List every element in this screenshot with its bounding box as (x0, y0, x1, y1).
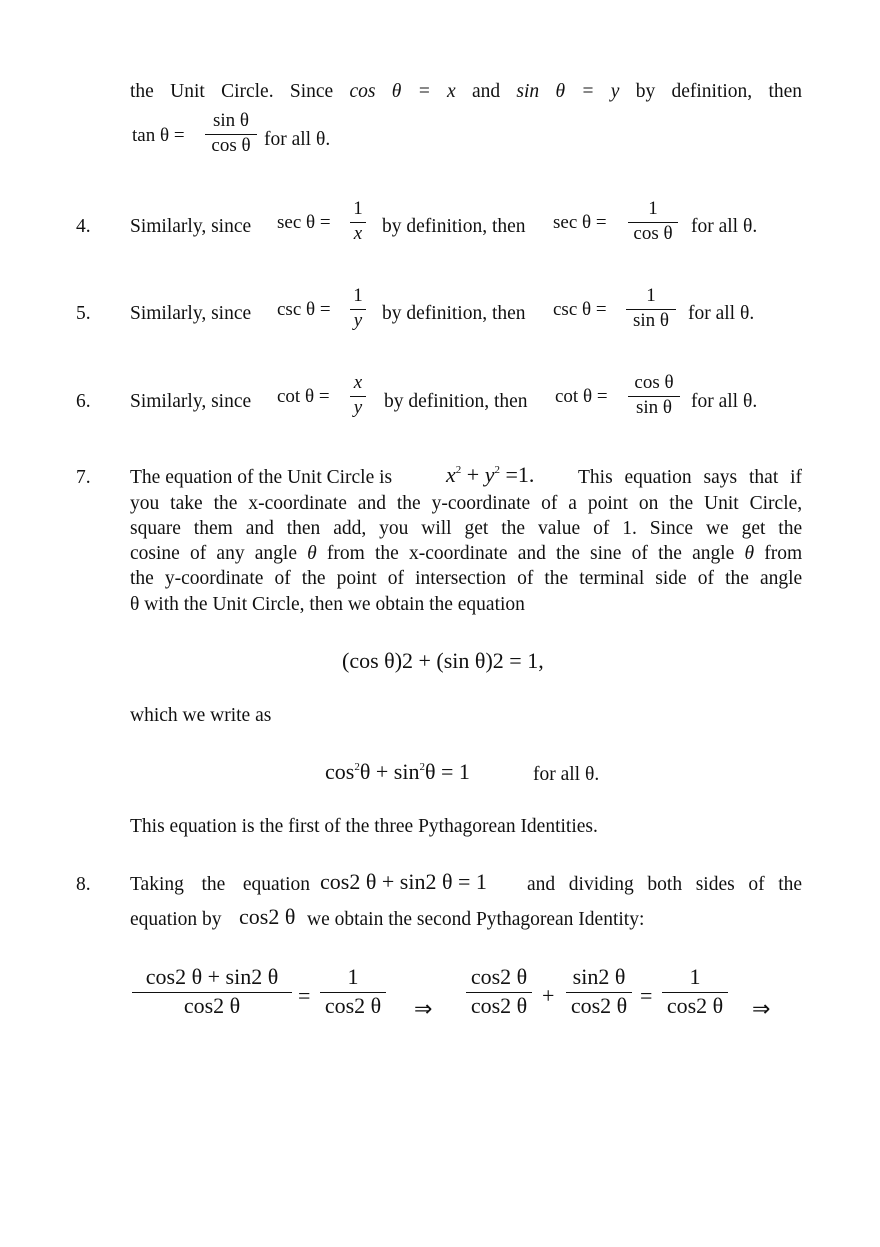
item-8-line-1-start: Taking the equation (130, 874, 311, 895)
item-8-inline-equation: cos2 θ + sin2 θ = 1 (320, 869, 487, 894)
fraction-4: sin2 θ cos2 θ (566, 964, 632, 1019)
equals-1: = (298, 983, 311, 1008)
item-5-number: 5. (76, 303, 91, 324)
first-pythagorean-identity: $\cos^2\theta + \sin^2\theta = 1$ (325, 759, 470, 784)
item-8-number: 8. (76, 874, 91, 895)
item-5-tail: for all θ. (688, 303, 755, 324)
item-7-line-1-end: This equation says that if (578, 467, 803, 488)
item-7-line-3: square them and then add, you will get the value of 1. Since we get the (130, 518, 803, 539)
pythagorean-display-equation: (cos θ)2 + (sin θ)2 = 1, (342, 648, 544, 673)
tan-lhs: tan θ = (132, 125, 185, 146)
item-7-closing: This equation is the first of the three Pythagorean Identities. (130, 816, 598, 837)
item-7-line-1-start: The equation of the Unit Circle is (130, 467, 393, 488)
fraction-3: cos2 θ cos2 θ (466, 964, 532, 1019)
item-5-lhs: csc θ = (277, 299, 331, 320)
item-4-lead: Similarly, since (130, 216, 252, 237)
item-6-lead: Similarly, since (130, 391, 252, 412)
sin-def: sin θ = y (516, 81, 620, 102)
item-6-fraction-2: cos θ sin θ (628, 372, 680, 419)
item-6-mid: by definition, then (384, 391, 528, 412)
item-8-line-2-equation: cos2 θ (239, 904, 296, 929)
item-6-tail: for all θ. (691, 391, 758, 412)
implies-2: ⇒ (752, 996, 771, 1021)
fraction-1: cos2 θ + sin2 θ cos2 θ (132, 964, 292, 1019)
item-4-number: 4. (76, 216, 91, 237)
fraction-5: 1 cos2 θ (662, 964, 728, 1019)
item-4-lhs: sec θ = (277, 212, 331, 233)
item-7-line-4: cosine of any angle θ from the x-coordinate and the sine of the angle θ from (130, 543, 803, 564)
item-5-fraction: 1 y (350, 285, 366, 332)
item-5-lhs2: csc θ = (553, 299, 607, 320)
which-we-write: which we write as (130, 705, 272, 726)
tan-fraction: sin θ cos θ (205, 110, 257, 157)
item-4-fraction: 1 x (350, 198, 366, 245)
item-8-line-1-end: and dividing both sides of the (527, 874, 803, 895)
item-4-fraction-2: 1 cos θ (628, 198, 678, 245)
item-6-lhs: cot θ = (277, 386, 330, 407)
item-4-tail: for all θ. (691, 216, 758, 237)
plus-sign: + (542, 983, 555, 1008)
item-7-line-6: θ with the Unit Circle, then we obtain the equation (130, 594, 525, 615)
item-6-fraction: x y (350, 372, 366, 419)
identity-tail: for all θ. (533, 764, 600, 785)
item-6-number: 6. (76, 391, 91, 412)
item-8-line-2-end: we obtain the second Pythagorean Identity: (307, 909, 645, 930)
item-5-mid: by definition, then (382, 303, 526, 324)
item-4-lhs2: sec θ = (553, 212, 607, 233)
implies-1: ⇒ (414, 996, 433, 1021)
unit-circle-equation: $x^2 + y^2 =1$. (446, 462, 535, 487)
item-8-line-2-start: equation by (130, 909, 222, 930)
tan-tail: for all θ. (264, 129, 331, 150)
intro-line-1: the Unit Circle. Since cos θ = x and sin θ = y by definition, then (130, 81, 803, 102)
equals-2: = (640, 983, 653, 1008)
cos-def: cos θ = x (349, 81, 456, 102)
item-5-lead: Similarly, since (130, 303, 252, 324)
item-5-fraction-2: 1 sin θ (626, 285, 676, 332)
fraction-2: 1 cos2 θ (320, 964, 386, 1019)
item-6-lhs2: cot θ = (555, 386, 608, 407)
item-7-line-5: the y-coordinate of the point of intersection of the terminal side of the angle (130, 568, 803, 589)
item-7-line-2: you take the x-coordinate and the y-coordinate of a point on the Unit Circle, (130, 493, 803, 514)
item-7-number: 7. (76, 467, 91, 488)
item-4-mid: by definition, then (382, 216, 526, 237)
